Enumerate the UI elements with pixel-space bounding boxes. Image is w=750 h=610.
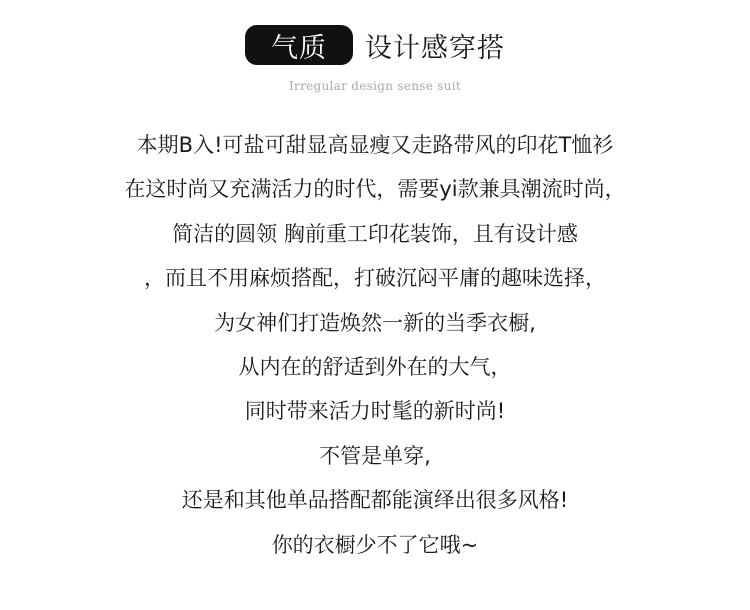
- text-line: 还是和其他单品搭配都能演绎出很多风格!: [181, 488, 569, 513]
- text-line: 不管是单穿,: [319, 443, 431, 468]
- text-line: 简洁的圆领 胸前重工印花装饰，且有设计感: [172, 221, 578, 246]
- subtitle: Irregular design sense suit: [289, 79, 461, 93]
- text-line: 在这时尚又充满活力的时代，需要yi款兼具潮流时尚，: [124, 177, 626, 202]
- text-line: 你的衣橱少不了它哦~: [271, 532, 479, 557]
- text-line: 为女神们打造焕然一新的当季衣橱,: [214, 310, 536, 335]
- text-line: ，而且不用麻烦搭配，打破沉闷平庸的趣味选择，: [144, 266, 606, 291]
- text-line: 同时带来活力时髦的新时尚!: [244, 399, 506, 424]
- title-badge: 气质: [245, 25, 353, 65]
- text-line: 本期B入!可盐可甜显高显瘦又走路带风的印花T恤衫: [136, 133, 614, 157]
- header: [0, 23, 750, 67]
- description-text: [0, 123, 750, 567]
- page-title: 设计感穿搭: [365, 32, 505, 64]
- text-line: 从内在的舒适到外在的大气，: [238, 354, 512, 379]
